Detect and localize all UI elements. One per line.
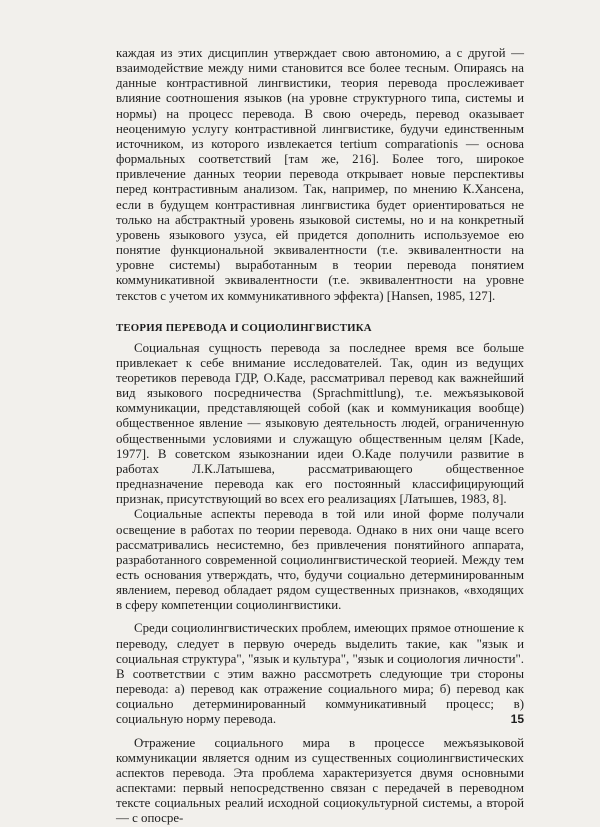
paragraph-social-world: Отражение социального мира в процессе межъязыковой коммуникации является одним из существенных социолингвистических аспектов перевода. Эта проблема характеризуется двумя основными аспектами: первый непосредственно связан с передачей в переводном тексте социальных реалий исходной социокультурной системы, а второй — с опосре-	[116, 735, 524, 826]
paragraph-gap	[116, 613, 524, 621]
page-number: 15	[510, 712, 524, 726]
section-heading: ТЕОРИЯ ПЕРЕВОДА И СОЦИОЛИНГВИСТИКА	[116, 321, 372, 334]
paragraph-social-essence: Социальная сущность перевода за последнее время все больше привлекает к себе внимание исследователей. Так, один из ведущих теоретиков перевода ГДР, О.Каде, рассматривал перевод как важнейший вид языкового посредничества (Sprachmittlung), т.е. межъязыковой коммуникации, представляющей собой (как и коммуникация вообще) общественное явление — языковую деятельность людей, ограниченную общественными условиями и служащую общественным целям [Kade, 1977]. В советском языкознании идеи О.Каде получили развитие в работах Л.К.Латышева, рассматривающего общественное предназначение перевода как его постоянный классифицирующий признак, присутствующий во всех его реализациях [Латышев, 1983, 8].	[116, 340, 524, 507]
paragraph-sociolinguistic-problems: Среди социолингвистических проблем, имеющих прямое отношение к переводу, следует в первую очередь выделить такие, как "язык и социальная структура", "язык и культура", "язык и социология личности". В соответствии с этим важно рассмотреть следующие три стороны перевода: а) перевод как отражение социального мира; б) перевод как социально детерминированный коммуникативный процесс; в) социальную норму перевода.	[116, 621, 524, 727]
paragraph-gap	[116, 728, 524, 736]
paragraph-continuation: каждая из этих дисциплин утверждает свою автономию, а с другой — взаимодействие между ними становится все более тесным. Опираясь на данные контрастивной лингвистики, теория перевода прослеживает влияние соотношения языков (на уровне структурного типа, системы и нормы) на процесс перевода. В свою очередь, перевод оказывает неоценимую услугу контрастивной лингвистике, будучи единственным источником, из которого извлекается tertium comparationis — основа формальных соответствий [там же, 216]. Более того, широкое привлечение данных теории перевода открывает новые перспективы перед контрастивным анализом. Так, например, по мнению К.Хансена, если в будущем контрастивная лингвистика будет ориентироваться не только на абстрактный уровень языковой системы, но и на конкретный уровень языкового узуса, ей придется дополнить используемое ею понятие функциональной эквивалентности (т.е. эквивалентности на уровне системы) выработанным в теории перевода понятием коммуникативной эквивалентности (т.е. эквивалентности на уровне текстов с учетом их коммуникативного эффекта) [Hansen, 1985, 127].	[116, 46, 524, 303]
paragraph-social-aspects: Социальные аспекты перевода в той или иной форме получали освещение в работах по теории перевода. Однако в них они чаще всего рассматривались несистемно, без привлечения понятийного аппарата, разработанного современной социолингвистической теорией. Между тем есть основания утверждать, что, будучи социально детерминированным явлением, перевод обладает рядом существенных признаков, «входящих в сферу компетенции социолингвистики.	[116, 507, 524, 613]
